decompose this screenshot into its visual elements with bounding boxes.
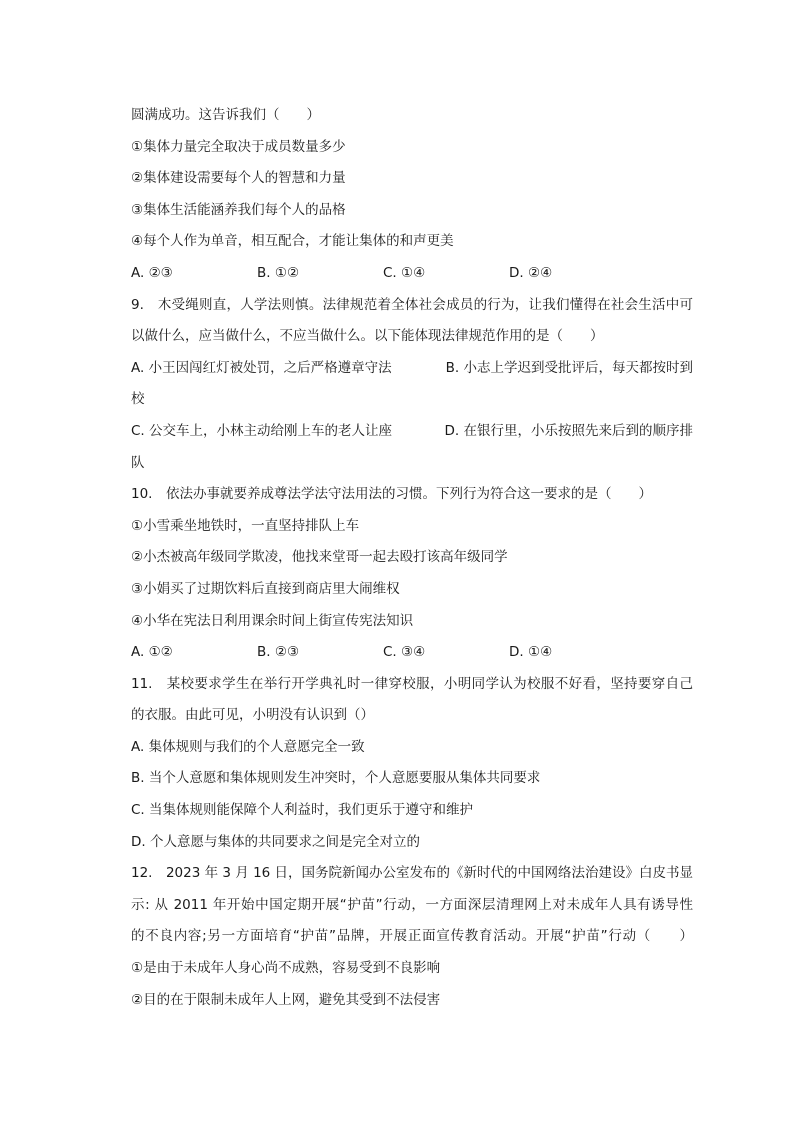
q10-statement-4: ④小华在宪法日利用课余时间上街宣传宪法知识 <box>131 612 414 629</box>
q9-stem-line-2: 以做什么，应当做什么，不应当做什么。以下能体现法律规范作用的是（ ） <box>131 328 604 345</box>
q8-option-a: A. ②③ <box>131 264 173 281</box>
q11-option-a: A. 集体规则与我们的个人意愿完全一致 <box>131 738 365 755</box>
q8-options <box>131 258 693 290</box>
q9-option-a: A. 小王因闯红灯被处罚，之后严格遵章守法 <box>131 359 392 376</box>
q11-option-b: B. 当个人意愿和集体规则发生冲突时，个人意愿要服从集体共同要求 <box>131 770 541 787</box>
q9-option-d-cont: 队 <box>131 454 145 471</box>
q12-stem-line-2: 示: 从 2011 年开始中国定期开展“护苗”行动，一方面深层清理网上对未成年人具有诱导性 <box>131 896 693 913</box>
q8-statement-4: ④每个人作为单音，相互配合，才能让集体的和声更美 <box>131 233 454 250</box>
q9-option-c: C. 公交车上，小林主动给刚上车的老人让座 <box>131 422 393 439</box>
q8-option-d: D. ②④ <box>509 264 553 281</box>
q10-statement-2: ②小杰被高年级同学欺凌，他找来堂哥一起去殴打该高年级同学 <box>131 549 508 566</box>
q9-stem-line-1: 9. 木受绳则直，人学法则慎。法律规范着全体社会成员的行为，让我们懂得在社会生活中可 <box>131 296 693 313</box>
q8-option-b: B. ①② <box>257 264 300 281</box>
q10-options <box>131 637 693 669</box>
q12-statement-1: ①是由于未成年人身心尚不成熟，容易受到不良影响 <box>131 960 441 977</box>
q12-statement-2: ②目的在于限制未成年人上网，避免其受到不法侵害 <box>131 991 441 1008</box>
q8-statement-2: ②集体建设需要每个人的智慧和力量 <box>131 170 346 187</box>
q10-stem: 10. 依法办事就要养成尊法学法守法用法的习惯。下列行为符合这一要求的是（ ） <box>131 486 652 503</box>
q9-options-cd <box>131 416 693 448</box>
q8-stem-tail: 圆满成功。这告诉我们（ ） <box>131 107 320 123</box>
q11-option-d: D. 个人意愿与集体的共同要求之间是完全对立的 <box>131 833 420 850</box>
q11-stem-line-1: 11. 某校要求学生在举行开学典礼时一律穿校服，小明同学认为校服不好看，坚持要穿自己 <box>131 675 693 692</box>
q9-option-d: D. 在银行里，小乐按照先来后到的顺序排 <box>444 422 693 439</box>
q9-option-b: B. 小志上学迟到受批评后，每天都按时到 <box>445 359 693 376</box>
q8-statement-1: ①集体力量完全取决于成员数量多少 <box>131 138 346 155</box>
q9-options-ab <box>131 353 693 385</box>
exam-page <box>131 100 693 1016</box>
q11-stem-line-2: 的衣服。由此可见，小明没有认识到（） <box>131 707 374 724</box>
q8-option-c: C. ①④ <box>383 264 426 281</box>
q11-option-c: C. 当集体规则能保障个人利益时，我们更乐于遵守和维护 <box>131 802 474 819</box>
q10-statement-3: ③小娟买了过期饮料后直接到商店里大闹维权 <box>131 580 400 597</box>
q10-option-c: C. ③④ <box>383 644 426 661</box>
q10-statement-1: ①小雪乘坐地铁时，一直坚持排队上车 <box>131 517 360 534</box>
q9-option-b-cont: 校 <box>131 391 145 408</box>
q12-stem-line-3: 的不良内容;另一方面培育“护苗”品牌，开展正面宣传教育活动。开展“护苗”行动（ ） <box>131 928 693 945</box>
q12-stem-line-1: 12. 2023 年 3 月 16 日，国务院新闻办公室发布的《新时代的中国网络法治建设》白皮书显 <box>131 865 693 882</box>
q10-option-b: B. ②③ <box>257 644 300 661</box>
q8-statement-3: ③集体生活能涵养我们每个人的品格 <box>131 201 346 218</box>
q10-option-d: D. ①④ <box>509 644 553 661</box>
q10-option-a: A. ①② <box>131 644 173 661</box>
